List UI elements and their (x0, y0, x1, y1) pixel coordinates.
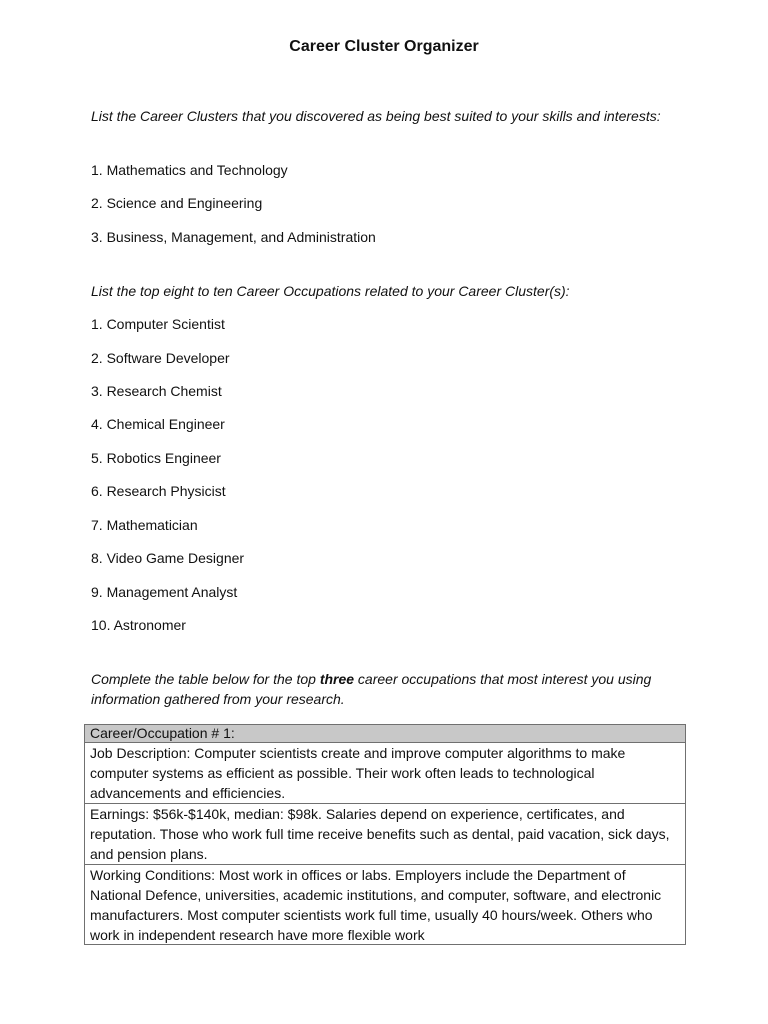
job-description-cell: Job Description: Computer scientists create and improve computer algorithms to make computer systems as efficient as possible. Their work often leads to technological advancements and efficiencies. (85, 743, 686, 804)
table-prompt-after: career occupations that most interest you using information gathered from your research. (91, 671, 652, 707)
occupations-prompt: List the top eight to ten Career Occupations related to your Career Cluster(s): (91, 283, 570, 299)
career-table (84, 724, 686, 945)
cluster-item: 1. Mathematics and Technology (91, 162, 288, 178)
table-prompt-emphasis: three (319, 671, 355, 687)
table-prompt (91, 669, 661, 709)
occupation-item: 5. Robotics Engineer (91, 450, 221, 466)
table-row (85, 804, 686, 865)
table-row (85, 743, 686, 804)
occupation-item: 4. Chemical Engineer (91, 416, 225, 432)
occupation-header-cell: Career/Occupation # 1: (85, 725, 686, 743)
earnings-cell: Earnings: $56k-$140k, median: $98k. Salaries depend on experience, certificates, and reputation. Those who work full time receive benefits such as dental, paid vacation, sick days, and pension plans. (85, 804, 686, 865)
occupation-item: 1. Computer Scientist (91, 316, 225, 332)
clusters-prompt: List the Career Clusters that you discovered as being best suited to your skills and interests: (91, 108, 661, 124)
cluster-item: 3. Business, Management, and Administration (91, 229, 376, 245)
occupation-item: 10. Astronomer (91, 617, 186, 633)
occupation-item: 9. Management Analyst (91, 584, 238, 600)
table-row (85, 725, 686, 743)
occupation-item: 3. Research Chemist (91, 383, 222, 399)
occupation-item: 7. Mathematician (91, 517, 198, 533)
occupation-item: 8. Video Game Designer (91, 550, 245, 566)
table-row (85, 865, 686, 945)
occupation-item: 6. Research Physicist (91, 483, 226, 499)
working-conditions-cell (85, 865, 686, 945)
table-prompt-before: Complete the table below for the top (91, 671, 320, 687)
occupation-item: 2. Software Developer (91, 350, 230, 366)
cluster-item: 2. Science and Engineering (91, 195, 263, 211)
page-title: Career Cluster Organizer (289, 38, 479, 55)
working-conditions-text: Working Conditions: Most work in offices or labs. Employers include the Department of National Defence, universities, academic institutions, and computer, software, and electronic manufacturers. Most computer scientists work full time, usually 40 hours/week. Others who work in independent research have more flexible work (90, 867, 662, 943)
